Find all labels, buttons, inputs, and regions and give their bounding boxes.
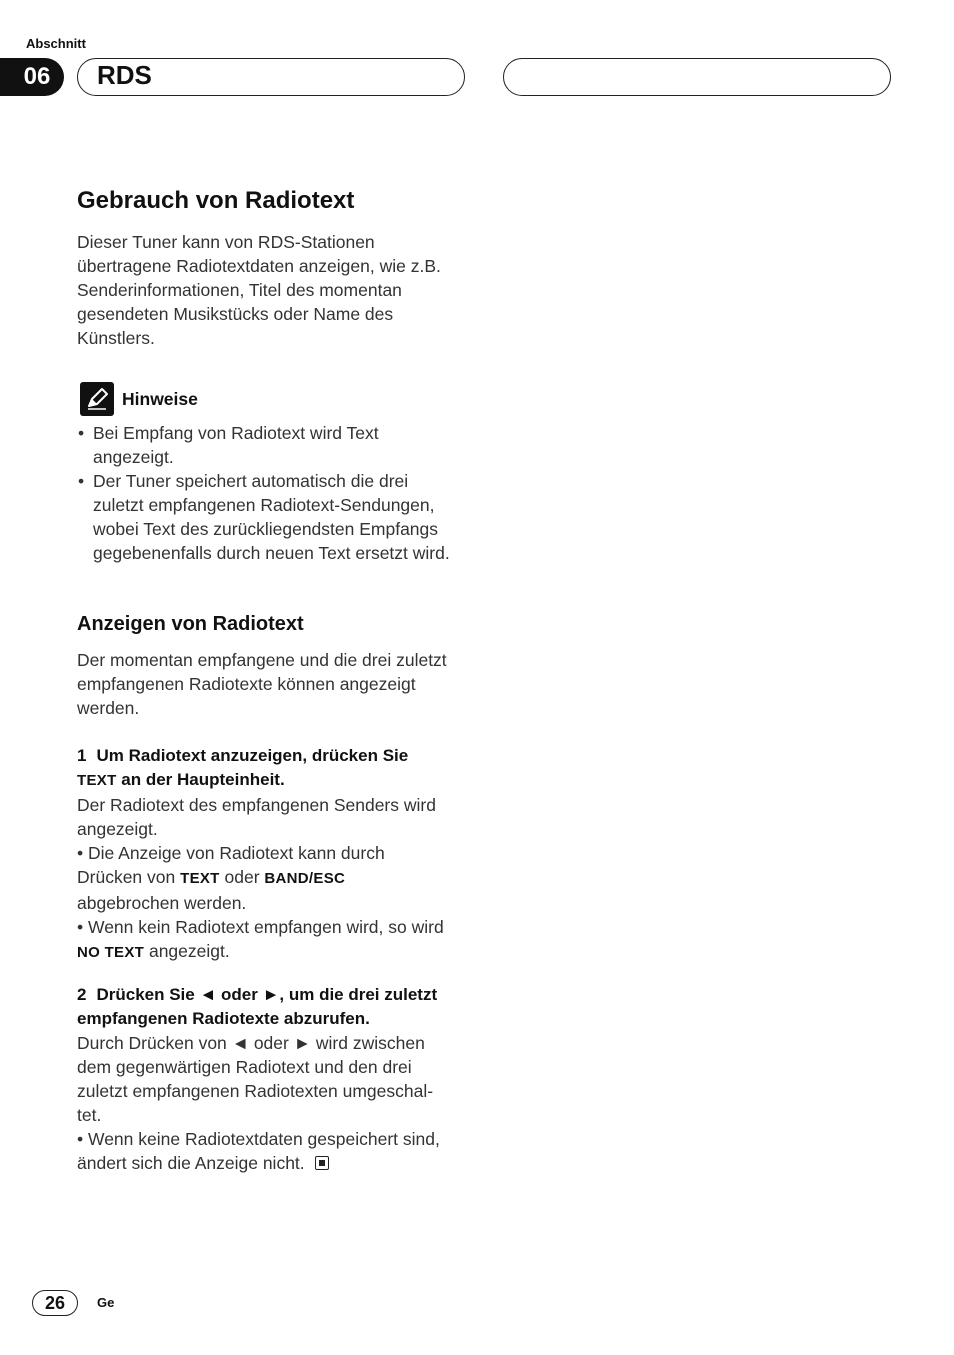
step-2-bullet: • Wenn keine Radiotextdaten gespeichert sind, [77,1129,440,1149]
bullet-text: angezeigt. [144,941,230,961]
intro-line: Dieser Tuner kann von RDS-Stationen [77,232,375,252]
step-1-bullet-1-line3: abgebrochen werden. [77,893,247,913]
end-of-section-icon [315,1156,329,1170]
language-code: Ge [97,1295,115,1310]
step-1-bullet-2: • Wenn kein Radiotext empfangen wird, so wird [77,917,444,937]
pencil-note-icon [80,382,114,416]
step-2-title [77,983,467,1007]
step-1-title-line1: Um Radiotext anzuzeigen, drücken Sie [96,746,409,765]
note-line: zuletzt empfangenen Radiotext-Sendungen, [93,495,435,515]
step-2-desc: dem gegenwärtigen Radiotext und den drei [77,1057,412,1077]
intro-paragraph [77,230,467,350]
keyword-no-text: NO TEXT [77,944,145,961]
note-line: Bei Empfang von Radiotext wird Text [93,423,379,443]
notes-list [77,421,467,565]
step-number: 1 [77,746,87,765]
step-1-desc: angezeigt. [77,819,158,839]
step-2-bullet-line2 [77,1151,467,1175]
intro-line: Senderinformationen, Titel des momentan [77,280,402,300]
list-item [77,421,467,469]
list-item [77,469,467,565]
step-number: 2 [77,985,87,1004]
step-1-bullet-2-line2 [77,939,467,965]
intro-line: Künstlers. [77,328,155,348]
note-line: gegebenenfalls durch neuen Text ersetzt wird. [93,543,450,563]
bullet-text: Drücken von [77,867,181,887]
section-label: Abschnitt [26,36,86,51]
step-2-desc: tet. [77,1105,102,1125]
keyword-band-esc: BAND/ESC [264,870,346,887]
sub-intro-line: empfangenen Radiotexte können angezeigt [77,674,416,694]
sub-intro-line: Der momentan empfangene und die drei zuletzt [77,650,447,670]
section-number-tab: 06 [0,58,64,96]
step-1-title-line2 [77,768,467,793]
chapter-empty-frame [503,58,891,96]
sub-intro-paragraph [77,648,467,720]
page-heading: Gebrauch von Radiotext [77,187,355,214]
step-2-title-line2: empfangenen Radiotexte abzurufen. [77,1009,370,1028]
keyword-text: TEXT [77,772,117,789]
step-1-desc: Der Radiotext des empfangenen Senders wird [77,795,436,815]
keyword-text: TEXT [180,870,220,887]
bullet-text: ändert sich die Anzeige nicht. [77,1153,305,1173]
bullet-text: oder [219,867,265,887]
note-line: Der Tuner speichert automatisch die drei [93,471,409,491]
intro-line: übertragene Radiotextdaten anzeigen, wie z.B. [77,256,441,276]
step-2-title-line1: Drücken Sie ◄ oder ►, um die drei zuletzt [96,985,438,1004]
note-line: angezeigt. [93,447,174,467]
intro-line: gesendeten Musikstücks oder Name des [77,304,394,324]
step-1-bullet-1-line2 [77,865,467,891]
step-1-title [77,744,467,768]
sub-intro-line: werden. [77,698,140,718]
step-1-title-rest: an der Haupteinheit. [116,770,285,789]
subheading: Anzeigen von Radiotext [77,613,304,635]
step-1-bullet-1: • Die Anzeige von Radiotext kann durch [77,843,385,863]
notes-header [80,382,470,416]
chapter-title: RDS [97,60,152,90]
step-2-desc: zuletzt empfangenen Radiotexten umgeschal- [77,1081,434,1101]
step-2-desc: Durch Drücken von ◄ oder ► wird zwischen [77,1033,425,1053]
note-line: wobei Text des zurückliegendsten Empfangs [93,519,439,539]
step-1 [77,744,467,965]
page-number: 26 [32,1290,78,1316]
notes-label: Hinweise [122,388,198,409]
step-2 [77,983,467,1175]
